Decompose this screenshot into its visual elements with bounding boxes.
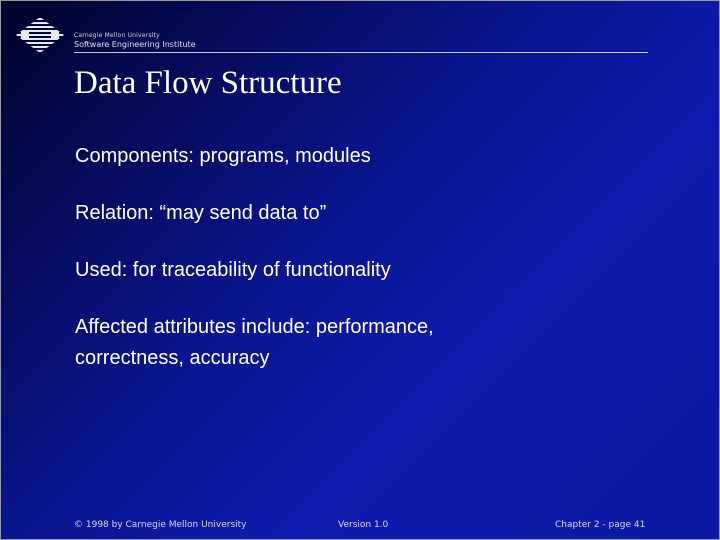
footer-copyright: © 1998 by Carnegie Mellon University	[74, 520, 247, 530]
institution-name: Carnegie Mellon University	[74, 32, 160, 39]
bullet-used	[75, 255, 391, 286]
bullet-line: Affected attributes include: performance,	[75, 316, 434, 338]
footer-version: Version 1.0	[338, 520, 389, 530]
footer-page-number: Chapter 2 - page 41	[555, 520, 646, 530]
institute-name: Software Engineering Institute	[74, 40, 196, 49]
bullet-line: Relation: “may send data to”	[75, 202, 327, 224]
bullet-components	[75, 141, 371, 172]
bullet-line: correctness, accuracy	[75, 347, 270, 369]
bullet-line: Used: for traceability of functionality	[75, 259, 391, 281]
slide-title: Data Flow Structure	[74, 65, 342, 101]
cmu-sei-logo-icon	[15, 16, 65, 54]
header-divider	[74, 52, 648, 53]
bullet-line: Components: programs, modules	[75, 145, 371, 167]
bullet-affected-attributes	[75, 312, 434, 374]
bullet-relation	[75, 198, 326, 229]
